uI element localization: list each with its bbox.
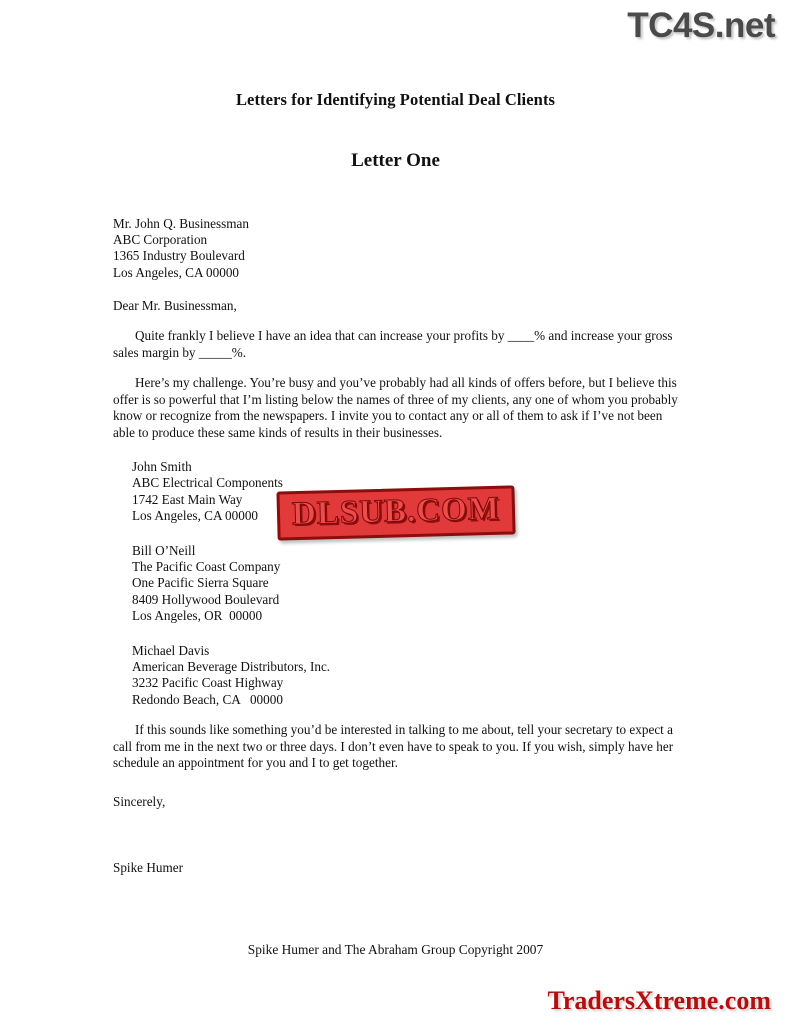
paragraph-3: If this sounds like something you’d be interested in talking to me about, tell your secretary to expect a call from me in the next two or three days. I don’t even have to speak to you. If you wish, simply have her schedule an appointment for you and I to get together. [113,722,674,771]
reference-city: Los Angeles, OR 00000 [132,608,263,624]
dlsub-stamp-label: DLSUB.COM [291,490,501,533]
reference-name: John Smith [132,459,192,475]
reference-street: 3232 Pacific Coast Highway [132,675,284,691]
paragraph-1: Quite frankly I believe I have an idea that can increase your profits by ____% and increase your gross sales margin by _____%. [113,328,673,360]
reference-street-2: 8409 Hollywood Boulevard [132,591,280,607]
reference-city: Redondo Beach, CA 00000 [132,691,283,707]
address-line-2: ABC Corporation [113,232,208,248]
reference-city: Los Angeles, CA 00000 [132,508,259,524]
reference-street: 1742 East Main Way [132,491,243,507]
reference-name: Michael Davis [132,642,210,658]
letter-subtitle: Letter One [351,150,440,171]
closing: Sincerely, [113,793,166,809]
reference-name: Bill O’Neill [132,542,196,558]
reference-street: One Pacific Sierra Square [132,575,269,591]
site-watermark-top: TC4S.net [627,6,775,45]
reference-company: ABC Electrical Components [132,475,283,491]
salutation: Dear Mr. Businessman, [113,297,237,313]
reference-company: American Beverage Distributors, Inc. [132,659,331,675]
reference-entry [132,643,678,709]
paragraph-2: Here’s my challenge. You’re busy and you’ve probably had all kinds of offers before, but I believe this offer is so powerful that I’m listing below the names of three of my clients, any one of whom you probably know or recognize from the newspapers. I invite you to contact any or all of them to ask if I’ve not been able to produce these same kinds of results in their businesses. [113,375,678,440]
address-line-1: Mr. John Q. Businessman [113,216,249,231]
reference-entry [132,543,678,625]
page-title: Letters for Identifying Potential Deal Clients [235,90,556,109]
site-watermark-bottom: TradersXtreme.com [547,986,771,1015]
address-line-3: 1365 Industry Boulevard [113,248,245,264]
signature-name: Spike Humer [113,860,183,875]
letter-body [113,90,678,876]
recipient-address [113,216,678,281]
copyright-footer: Spike Humer and The Abraham Group Copyright 2007 [247,942,544,957]
reference-company: The Pacific Coast Company [132,559,281,575]
dlsub-stamp-watermark [276,485,515,540]
address-line-4: Los Angeles, CA 00000 [113,264,240,280]
